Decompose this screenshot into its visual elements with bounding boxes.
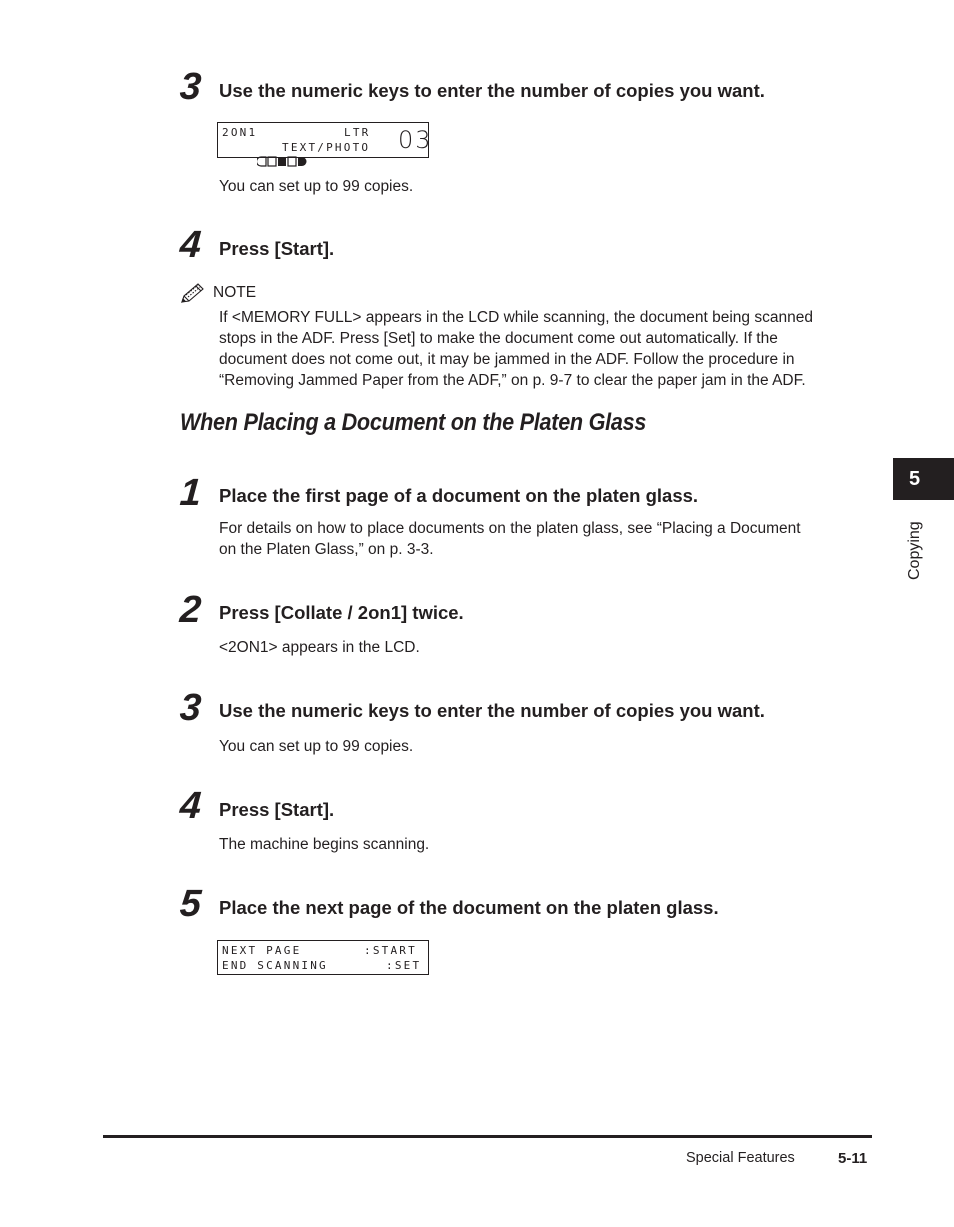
step-number: 2: [178, 589, 203, 631]
step-body: <2ON1> appears in the LCD.: [219, 639, 420, 656]
note-line: document does not come out, it may be jammed in the ADF. Follow the procedure in: [219, 351, 795, 368]
step-number: 4: [178, 224, 203, 266]
section-heading: When Placing a Document on the Platen Glass: [180, 409, 647, 436]
lcd-line1-right: LTR: [344, 126, 371, 139]
chapter-label: Copying: [906, 521, 923, 580]
footer-rule: [103, 1135, 872, 1138]
lcd-display: [217, 940, 429, 975]
lcd-line1-left: 2ON1: [222, 126, 258, 139]
step-number: 1: [178, 472, 203, 514]
step-title: Use the numeric keys to enter the number of copies you want.: [219, 700, 765, 721]
step-title: Press [Start].: [219, 238, 335, 259]
step-title: Place the first page of a document on the platen glass.: [219, 485, 699, 506]
lcd-copies: 03: [398, 126, 433, 154]
step-body: The machine begins scanning.: [219, 836, 430, 853]
step-body: You can set up to 99 copies.: [219, 178, 414, 195]
lcd-line2-text: TEXT/PHOTO: [282, 141, 371, 154]
step-number: 3: [178, 66, 203, 108]
step-body-line: For details on how to place documents on the platen glass, see “Placing a Document: [219, 520, 801, 537]
step-title: Use the numeric keys to enter the number of copies you want.: [219, 80, 765, 101]
lcd-line2-left: END SCANNING: [222, 959, 328, 972]
lcd-line1-left: NEXT PAGE: [222, 944, 302, 957]
step-number: 3: [178, 687, 203, 729]
note-label: NOTE: [213, 284, 257, 301]
footer-section-title: Special Features: [686, 1150, 795, 1166]
page-number: 5-11: [838, 1150, 868, 1167]
lcd-line2-right: :SET: [386, 959, 422, 972]
chapter-number: 5: [909, 467, 921, 490]
lcd-display: [217, 122, 433, 158]
step-title: Place the next page of the document on the platen glass.: [219, 897, 719, 918]
lcd-line1-right: :START: [364, 944, 417, 957]
step-number: 5: [178, 883, 203, 925]
step-title: Press [Start].: [219, 799, 335, 820]
step-number: 4: [178, 785, 203, 827]
pencil-icon: [180, 282, 206, 304]
step-title: Press [Collate / 2on1] twice.: [219, 602, 464, 623]
step-body: You can set up to 99 copies.: [219, 738, 414, 755]
note-line: “Removing Jammed Paper from the ADF,” on p. 9-7 to clear the paper jam in the ADF.: [219, 372, 806, 389]
chapter-tab: [893, 458, 954, 500]
step-body-line: on the Platen Glass,” on p. 3-3.: [219, 541, 434, 558]
note-line: stops in the ADF. Press [Set] to make the document come out automatically. If the: [219, 330, 778, 347]
note-line: If <MEMORY FULL> appears in the LCD while scanning, the document being scanned: [219, 309, 813, 326]
